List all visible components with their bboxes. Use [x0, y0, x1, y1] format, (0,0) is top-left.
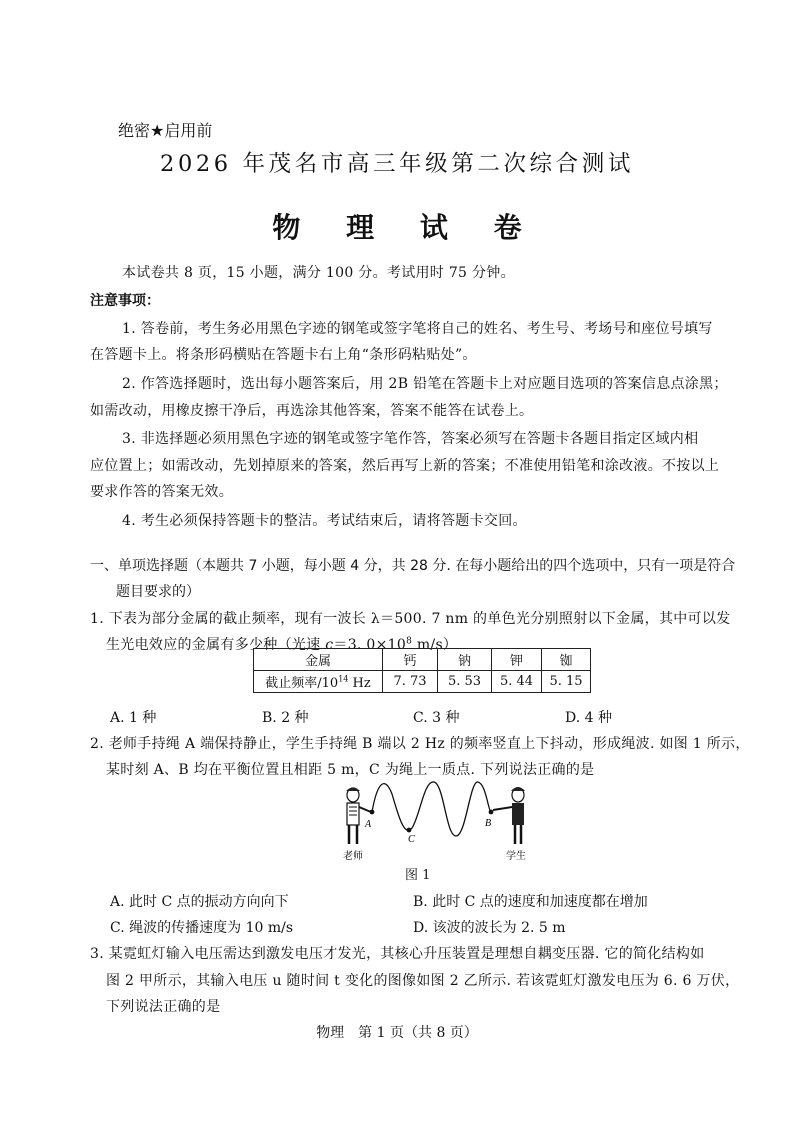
q2-option-b: B. 此时 C 点的速度和加速度都在增加: [413, 894, 648, 910]
subject-title: 物 理 试 卷: [272, 211, 540, 244]
table-header-row: [254, 649, 591, 671]
q1-option-d: D. 4 种: [565, 710, 612, 726]
table-value-cell: 5. 44: [492, 671, 542, 693]
page-footer: 物理 第 1 页（共 8 页）: [316, 1025, 478, 1041]
q3-stem-line-3: 下列说法正确的是: [106, 999, 221, 1015]
note-2-line-2: 如需改动，用橡皮擦干净后，再选涂其他答案，答案不能答在试卷上。: [90, 403, 534, 419]
figure-1-caption: 图 1: [405, 868, 431, 883]
row-label-exponent: 14: [338, 674, 349, 684]
teacher-label: 老师: [343, 851, 363, 862]
note-3-line-2: 应位置上；如需改动，先划掉原来的答案，然后再写上新的答案；不准使用铅笔和涂改液。不按以上: [90, 458, 720, 474]
teacher-figure: [346, 788, 371, 845]
secret-mark: 绝密★启用前: [118, 121, 213, 140]
note-3-line-3: 要求作答的答案无效。: [90, 484, 233, 500]
label-b: B: [485, 818, 492, 829]
student-label: 学生: [506, 851, 526, 862]
row-label-unit: Hz: [348, 676, 371, 691]
q2-option-a: A. 此时 C 点的振动方向向下: [110, 894, 289, 910]
q2-option-d: D. 该波的波长为 2. 5 m: [413, 920, 566, 936]
note-4-line-1: 4. 考生必须保持答题卡的整洁。考试结束后，请将答题卡交回。: [122, 513, 527, 529]
student-figure: [493, 787, 525, 844]
q1-stem-text: m/s）: [412, 637, 458, 653]
label-a: A: [365, 819, 372, 830]
q1-option-b: B. 2 种: [262, 710, 309, 726]
q1-stem-line-1: 1. 下表为部分金属的截止频率，现有一波长 λ＝500. 7 nm 的单色光分别照射以下金属，其中可以发: [90, 611, 731, 627]
exam-title: 2026 年茂名市高三年级第二次综合测试: [160, 151, 634, 177]
section-1-heading-line-1: 一、单项选择题（本题共 7 小题，每小题 4 分，共 28 分. 在每小题给出的四个选项中，只有一项是符合: [90, 558, 736, 574]
q1-option-c: C. 3 种: [413, 710, 460, 726]
table-metal-cell: 钙: [383, 649, 438, 671]
table-metal-cell: 钾: [492, 649, 542, 671]
q2-option-c: C. 绳波的传播速度为 10 m/s: [110, 920, 294, 936]
figure-1-rope-wave: [330, 780, 540, 865]
cutoff-frequency-table: [253, 648, 591, 693]
row-label-text: 截止频率/10: [265, 676, 339, 691]
q1-option-a: A. 1 种: [110, 710, 157, 726]
q1-exponent: 8: [406, 636, 413, 647]
q1-stem-text: 生光电效应的金属有多少种（光速: [106, 637, 326, 653]
q1-var-c: c: [325, 637, 334, 653]
note-1-line-2: 在答题卡上。将条形码横贴在答题卡右上角“条形码粘贴处”。: [90, 347, 477, 363]
point-c-marker: [407, 828, 412, 833]
note-2-line-1: 2. 作答选择题时，选出每小题答案后，用 2B 铅笔在答题卡上对应题目选项的答案信息点涂黑；: [122, 376, 728, 392]
note-1-line-1: 1. 答卷前，考生务必用黑色字迹的钢笔或签字笔将自己的姓名、考生号、考场号和座位号填写: [122, 321, 713, 337]
point-b-marker: [489, 810, 494, 815]
q2-stem-line-2: 某时刻 A、B 均在平衡位置且相距 5 m，C 为绳上一质点. 下列说法正确的是: [106, 762, 595, 778]
rope-wave-curve: [372, 782, 491, 836]
table-header-label: 金属: [254, 649, 383, 671]
q2-stem-line-1: 2. 老师手持绳 A 端保持静止，学生手持绳 B 端以 2 Hz 的频率竖直上下抖动，形成绳波. 如图 1 所示，: [90, 736, 750, 752]
table-value-row: [254, 671, 591, 693]
table-metal-cell: 铷: [542, 649, 591, 671]
table-metal-cell: 钠: [438, 649, 492, 671]
table-value-cell: 5. 15: [542, 671, 591, 693]
intro-text: 本试卷共 8 页，15 小题，满分 100 分。考试用时 75 分钟。: [122, 265, 515, 281]
q1-stem-text: ＝3. 0×10: [333, 637, 407, 653]
point-a-marker: [370, 810, 375, 815]
table-row-label: [254, 671, 383, 693]
note-3-line-1: 3. 非选择题必须用黑色字迹的钢笔或签字笔作答，答案必须写在答题卡各题目指定区域内相: [122, 431, 699, 447]
label-c: C: [408, 834, 415, 845]
table-value-cell: 7. 73: [383, 671, 438, 693]
notes-heading: 注意事项：: [90, 293, 160, 309]
section-1-heading-line-2: 题目要求的）: [116, 584, 200, 600]
q3-stem-line-1: 3. 某霓虹灯输入电压需达到激发电压才发光，其核心升压装置是理想自耦变压器. 它的简化结构如: [90, 946, 705, 962]
table-value-cell: 5. 53: [438, 671, 492, 693]
q3-stem-line-2: 图 2 甲所示，其输入电压 u 随时间 t 变化的图像如图 2 乙所示. 若该霓虹灯激发电压为 6. 6 万伏，: [106, 973, 740, 989]
